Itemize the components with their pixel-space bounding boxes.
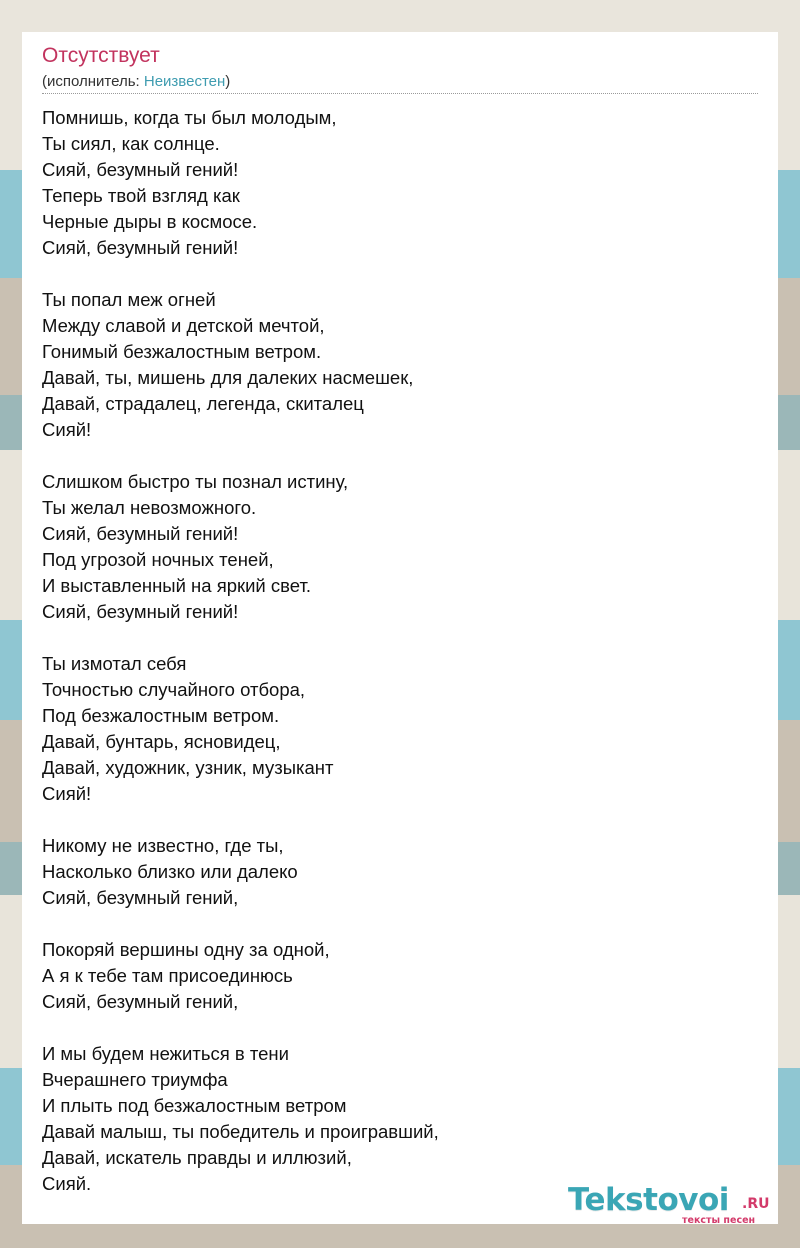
stanza bbox=[42, 937, 742, 1015]
lyric-line: И мы будем нежиться в тени bbox=[42, 1043, 289, 1064]
lyric-line: Слишком быстро ты познал истину, bbox=[42, 471, 349, 492]
lyric-line: Давай, художник, узник, музыкант bbox=[42, 757, 334, 778]
lyric-line: Ты измотал себя bbox=[42, 653, 187, 674]
lyric-line: Давай, ты, мишень для далеких насмешек, bbox=[42, 367, 414, 388]
lyric-line: Давай, бунтарь, ясновидец, bbox=[42, 731, 281, 752]
logo-domain: .RU bbox=[742, 1196, 770, 1212]
performer-prefix: (исполнитель: bbox=[42, 73, 144, 90]
song-title: Отсутствует bbox=[42, 44, 160, 67]
lyric-line: Сияй. bbox=[42, 1173, 92, 1194]
stanza bbox=[42, 651, 742, 807]
lyric-line: А я к тебе там присоединюсь bbox=[42, 965, 293, 986]
performer-suffix: ) bbox=[225, 73, 231, 90]
lyric-line: Давай малыш, ты победитель и проигравший, bbox=[42, 1121, 439, 1142]
lyric-line: Ты сиял, как солнце. bbox=[42, 133, 220, 154]
stanza bbox=[42, 105, 742, 261]
lyric-line: Под безжалостным ветром. bbox=[42, 705, 280, 726]
lyric-line: Сияй, безумный гений, bbox=[42, 991, 239, 1012]
performer-line bbox=[42, 72, 230, 92]
lyric-line: Между славой и детской мечтой, bbox=[42, 315, 325, 336]
lyric-line: Никому не известно, где ты, bbox=[42, 835, 284, 856]
lyric-line: Давай, искатель правды и иллюзий, bbox=[42, 1147, 352, 1168]
lyric-line: Насколько близко или далеко bbox=[42, 861, 298, 882]
lyrics-card bbox=[22, 32, 778, 1224]
title-divider bbox=[42, 93, 758, 94]
stanza bbox=[42, 287, 742, 443]
lyric-line: Сияй, безумный гений! bbox=[42, 601, 239, 622]
lyric-line: Черные дыры в космосе. bbox=[42, 211, 258, 232]
stanza bbox=[42, 469, 742, 625]
stanza bbox=[42, 833, 742, 911]
lyric-line: Сияй, безумный гений, bbox=[42, 887, 239, 908]
lyric-line: Сияй, безумный гений! bbox=[42, 523, 239, 544]
lyric-line: Сияй, безумный гений! bbox=[42, 237, 239, 258]
logo-wordmark: Tekstovoi bbox=[568, 1182, 729, 1218]
lyric-line: Гонимый безжалостным ветром. bbox=[42, 341, 322, 362]
site-logo[interactable] bbox=[568, 1182, 778, 1224]
stanza bbox=[42, 1041, 742, 1197]
lyric-line: Точностью случайного отбора, bbox=[42, 679, 306, 700]
lyric-line: Давай, страдалец, легенда, скиталец bbox=[42, 393, 364, 414]
lyric-line: Ты попал меж огней bbox=[42, 289, 216, 310]
lyric-line: Теперь твой взгляд как bbox=[42, 185, 240, 206]
lyrics-body bbox=[42, 105, 742, 1223]
lyric-line: И плыть под безжалостным ветром bbox=[42, 1095, 347, 1116]
lyric-line: Покоряй вершины одну за одной, bbox=[42, 939, 330, 960]
lyric-line: Ты желал невозможного. bbox=[42, 497, 257, 518]
lyric-line: Помнишь, когда ты был молодым, bbox=[42, 107, 337, 128]
lyric-line: Сияй! bbox=[42, 419, 92, 440]
lyric-line: Сияй, безумный гений! bbox=[42, 159, 239, 180]
lyric-line: И выставленный на яркий свет. bbox=[42, 575, 312, 596]
lyric-line: Под угрозой ночных теней, bbox=[42, 549, 274, 570]
logo-tagline: тексты песен bbox=[682, 1215, 756, 1226]
performer-link[interactable]: Неизвестен bbox=[143, 73, 226, 90]
lyric-line: Вчерашнего триумфа bbox=[42, 1069, 228, 1090]
lyric-line: Сияй! bbox=[42, 783, 92, 804]
